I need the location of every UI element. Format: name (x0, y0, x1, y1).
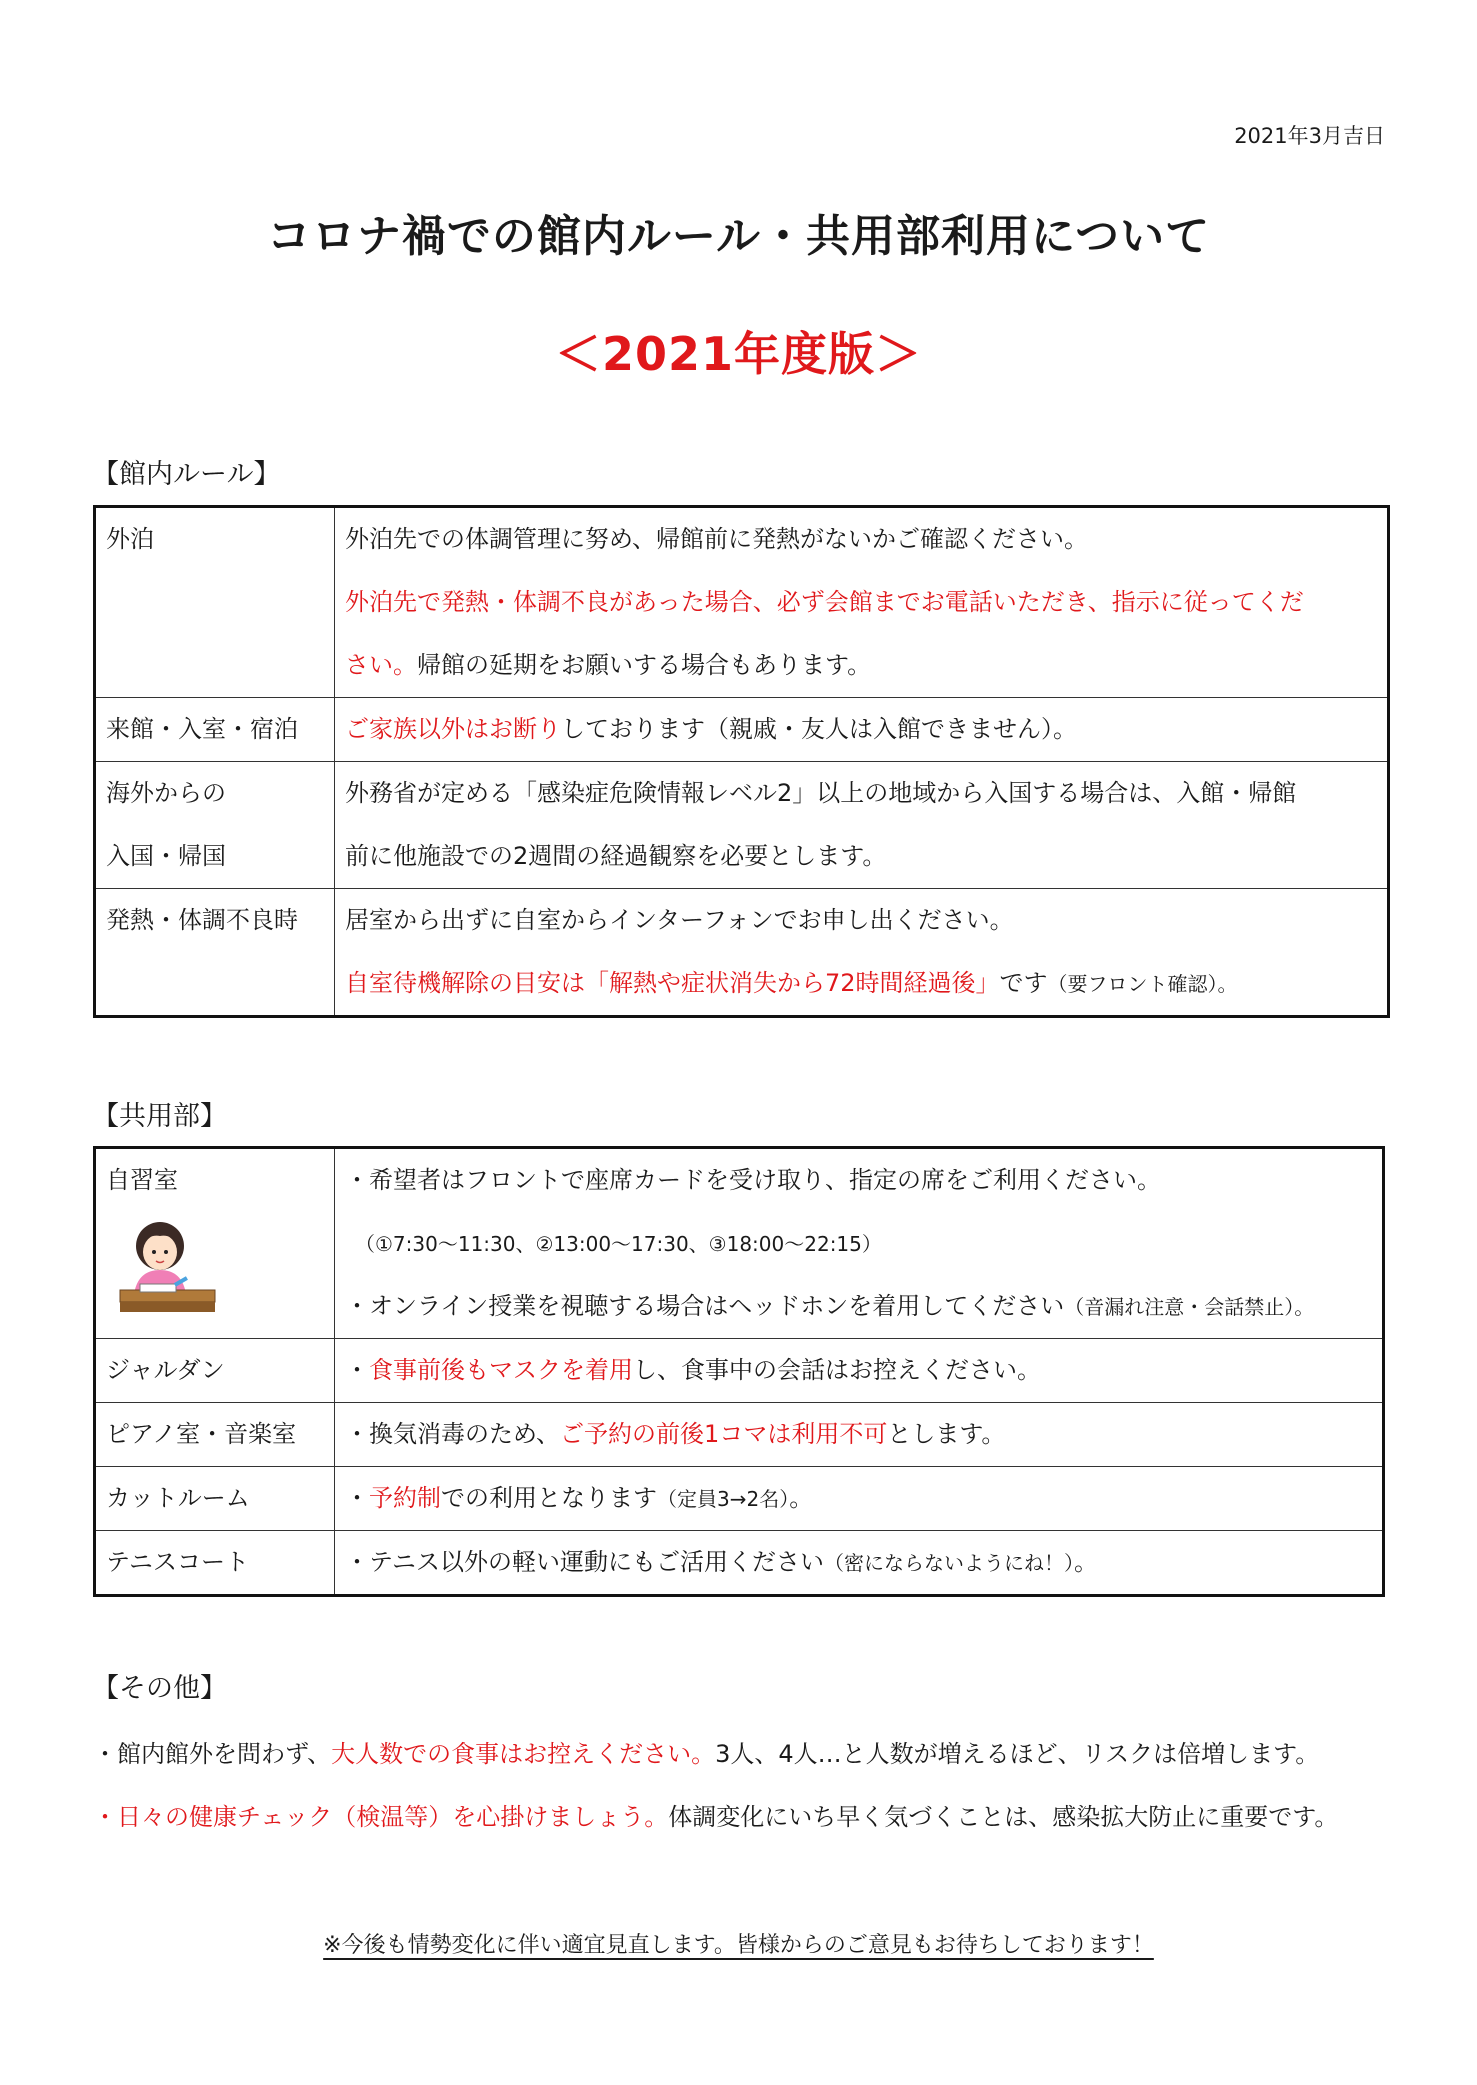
body-text: し、食事中の会話はお控えください。 (633, 1356, 1041, 1384)
body-text: （定員3→2名） (657, 1487, 790, 1511)
row-label (95, 1531, 335, 1596)
body-text: 3人、4人…と人数が増えるほど、リスクは倍増します。 (715, 1740, 1320, 1768)
body-text: 帰館の延期をお願いする場合もあります。 (417, 651, 872, 679)
body-text: 体調変化にいち早く気づくことは、感染拡大防止に重要です。 (668, 1803, 1339, 1831)
content-line (345, 698, 1377, 761)
other-note-line (93, 1734, 1319, 1769)
section-heading-common-areas: 【共用部】 (92, 1101, 227, 1132)
emphasis-text: ご家族以外はお断り (345, 715, 561, 743)
footer-text: ※今後も情勢変化に伴い適宜見直します。皆様からのご意見もお待ちしております！ (323, 1933, 1154, 1958)
table-row (95, 507, 1389, 698)
emphasis-text: 大人数での食事はお控えください。 (331, 1740, 716, 1768)
body-text: とします。 (887, 1420, 1006, 1448)
content-line (345, 1149, 1372, 1212)
body-text: 。 (1074, 1548, 1099, 1576)
body-text: しております（親戚・友人は入館できません）。 (561, 715, 1077, 743)
row-label-text: テニスコート (106, 1548, 250, 1576)
row-label-text: 外泊 (106, 525, 154, 553)
body-text: ・換気消毒のため、 (345, 1420, 561, 1448)
body-text: （音漏れ注意・会話禁止）。 (1064, 1295, 1315, 1319)
emphasis-text: 予約制 (369, 1484, 441, 1512)
row-label-text: 入国・帰国 (106, 842, 226, 870)
row-content (335, 507, 1389, 698)
document-title: コロナ禍での館内ルール・共用部利用について (266, 211, 1211, 262)
table-row (95, 1531, 1384, 1596)
content-line (345, 825, 1377, 888)
row-label-text: ピアノ室・音楽室 (106, 1420, 297, 1448)
row-label (95, 1148, 335, 1339)
table-row (95, 762, 1389, 889)
body-text: （①7:30～11:30、②13:00～17:30、③18:00～22:15） (345, 1232, 882, 1256)
document-date: 2021年3月吉日 (1234, 124, 1385, 148)
emphasis-text: 食事前後もマスクを着用 (369, 1356, 633, 1384)
row-label-text: 発熱・体調不良時 (106, 906, 298, 934)
row-content (335, 698, 1389, 762)
body-text: ・オンライン授業を視聴する場合はヘッドホンを着用してください (345, 1292, 1065, 1320)
table-row (95, 1467, 1384, 1531)
body-text: 外泊先での体調管理に努め、帰館前に発熱がないかご確認ください。 (345, 525, 1089, 553)
footer-note (0, 1928, 1477, 1959)
table-row (95, 698, 1389, 762)
body-text: ・館内館外を問わず、 (93, 1740, 332, 1768)
body-text: 前に他施設での2週間の経過観察を必要とします。 (345, 842, 887, 870)
row-label (95, 698, 335, 762)
content-line (345, 571, 1377, 634)
table-row (95, 1148, 1384, 1339)
other-note-line (93, 1797, 1338, 1832)
body-text: です (999, 969, 1048, 997)
content-line (345, 508, 1377, 571)
row-label-text: 自習室 (106, 1166, 178, 1194)
content-line (345, 952, 1377, 1015)
body-text: ・テニス以外の軽い運動にもご活用ください (345, 1548, 825, 1576)
body-text: 居室から出ずに自室からインターフォンでお申し出ください。 (345, 906, 1014, 934)
row-content (335, 762, 1389, 889)
table-row (95, 1403, 1384, 1467)
student-studying-illustration (110, 1214, 220, 1319)
document-subtitle: ＜2021年度版＞ (554, 327, 923, 381)
content-line (345, 1212, 1372, 1275)
content-line (345, 1275, 1372, 1338)
body-text: ・ (345, 1484, 369, 1512)
row-content (335, 1403, 1384, 1467)
body-text: （要フロント確認）。 (1047, 972, 1238, 996)
table-row (95, 889, 1389, 1017)
common-areas-table (93, 1146, 1385, 1597)
row-label-text: 海外からの (106, 779, 226, 807)
row-label-text: 来館・入室・宿泊 (106, 715, 298, 743)
emphasis-text: 自室待機解除の目安は「解熱や症状消失から72時間経過後」 (345, 969, 1000, 997)
table-row (95, 1339, 1384, 1403)
emphasis-text: ご予約の前後1コマは利用不可 (560, 1420, 888, 1448)
emphasis-text: 日々の健康チェック（検温等）を心掛けましょう。 (117, 1803, 669, 1831)
house-rules-table (93, 505, 1390, 1018)
content-line (345, 1467, 1372, 1530)
row-content (335, 1467, 1384, 1531)
row-label (95, 889, 335, 1017)
body-text: （密にならないようにね！） (824, 1551, 1075, 1575)
body-text: 。 (789, 1484, 814, 1512)
body-text: 外務省が定める「感染症危険情報レベル2」以上の地域から入国する場合は、入館・帰館 (345, 779, 1297, 807)
row-label-text: カットルーム (106, 1484, 250, 1512)
row-label (95, 507, 335, 698)
section-heading-other: 【その他】 (92, 1673, 227, 1704)
emphasis-text: さい。 (345, 651, 417, 679)
body-text: ・希望者はフロントで座席カードを受け取り、指定の席をご利用ください。 (345, 1166, 1161, 1194)
section-heading-house-rules: 【館内ルール】 (92, 459, 281, 490)
content-line (345, 1339, 1372, 1402)
row-label (95, 762, 335, 889)
content-line (345, 634, 1377, 697)
body-text: での利用となります (441, 1484, 657, 1512)
row-label (95, 1403, 335, 1467)
emphasis-text: ・ (93, 1803, 117, 1831)
row-content (335, 1148, 1384, 1339)
emphasis-text: 外泊先で発熱・体調不良があった場合、必ず会館までお電話いただき、指示に従ってくだ (345, 588, 1304, 616)
row-label (95, 1467, 335, 1531)
row-content (335, 889, 1389, 1017)
body-text: ・ (345, 1356, 369, 1384)
row-label (95, 1339, 335, 1403)
row-label-text: ジャルダン (106, 1356, 225, 1384)
content-line (345, 762, 1377, 825)
row-content (335, 1531, 1384, 1596)
content-line (345, 1531, 1372, 1594)
row-content (335, 1339, 1384, 1403)
content-line (345, 889, 1377, 952)
content-line (345, 1403, 1372, 1466)
